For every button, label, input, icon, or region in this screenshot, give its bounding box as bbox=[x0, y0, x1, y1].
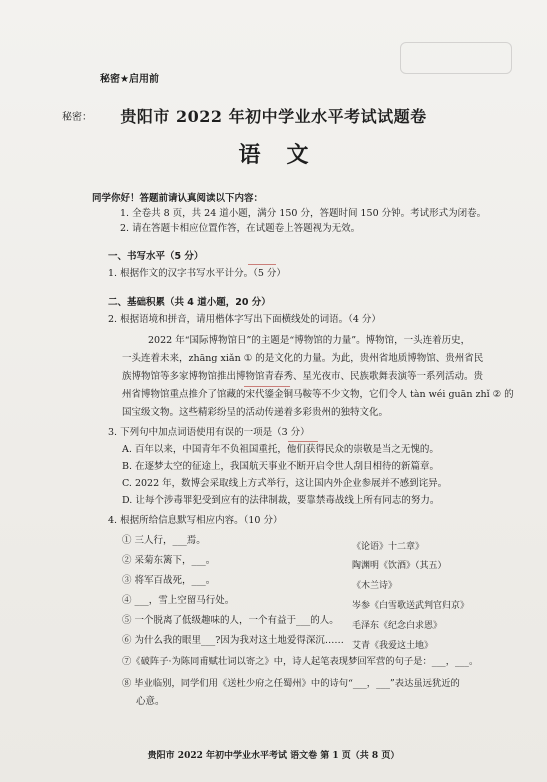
passage-line-1: 2022 年“国际博物馆日”的主题是“博物馆的力量”。博物馆，一头连着历史， bbox=[148, 335, 471, 346]
notice-item-1: 1. 全卷共 8 页，共 24 道小题，满分 150 分，答题时间 150 分钟。考试形式为闭卷。 bbox=[120, 208, 487, 219]
secret-label-left: 秘密： bbox=[62, 112, 92, 123]
notice-item-2: 2. 请在答题卡相应位置作答，在试题卷上答题视为无效。 bbox=[120, 223, 361, 234]
recite-item-8-cont: 心意。 bbox=[136, 696, 165, 707]
recite-item-1: ① 三人行，___焉。 bbox=[122, 535, 206, 546]
secret-label-top: 秘密★启用前 bbox=[100, 74, 159, 85]
section-1-heading: 一、书写水平（5 分） bbox=[108, 251, 204, 262]
passage-line-2: 一头连着未来，zhāng xiǎn ① 的是文化的力量。为此，贵州省地质博物馆、贵州省民 bbox=[122, 353, 484, 364]
option-a: A. 百年以来，中国青年不负祖国重托，他们获得民众的崇敬是当之无愧的。 bbox=[122, 444, 439, 455]
exam-title: 贵阳市 2022 年初中学业水平考试试题卷 bbox=[120, 107, 427, 126]
passage-line-5: 国宝级文物。这些精彩纷呈的活动传递着多彩贵州的独特文化。 bbox=[122, 407, 389, 418]
recite-item-2: ② 采菊东篱下，___。 bbox=[122, 555, 216, 566]
question-1: 1. 根据作文的汉字书写水平计分。（5 分） bbox=[108, 268, 286, 279]
question-3: 3. 下列句中加点词语使用有误的一项是（3 分） bbox=[108, 427, 310, 438]
recite-item-7: ⑦《破阵子·为陈同甫赋壮词以寄之》中，诗人起笔表现梦回军营的句子是：___，___。 bbox=[122, 656, 479, 667]
passage-line-4: 州省博物馆重点推介了馆藏的宋代鎏金铜马鞍等不少文物，它们令人 tàn wéi guān zhǐ ② 的 bbox=[122, 389, 514, 400]
subject-title: 语文 bbox=[238, 142, 335, 168]
source-1: 《论语》十二章》 bbox=[352, 542, 425, 552]
recite-item-3: ③ 将军百战死，___。 bbox=[122, 575, 216, 586]
recite-item-4: ④ ___，雪上空留马行处。 bbox=[122, 595, 235, 606]
pen-underline bbox=[248, 264, 276, 265]
source-4: 岑参《白雪歌送武判官归京》 bbox=[352, 601, 470, 611]
notice-intro: 同学你好！答题前请认真阅读以下内容： bbox=[92, 193, 264, 204]
pen-underline bbox=[288, 441, 318, 442]
question-2: 2. 根据语境和拼音，请用楷体字写出下面横线处的词语。（4 分） bbox=[108, 314, 381, 325]
option-c: C. 2022 年，数博会采取线上方式举行，这让国内外企业参展并不感到诧异。 bbox=[122, 478, 448, 489]
page-footer: 贵阳市 2022 年初中学业水平考试 语文卷 第 1 页（共 8 页） bbox=[147, 751, 400, 761]
pen-underline bbox=[244, 386, 290, 387]
source-2: 陶渊明《饮酒》（其五） bbox=[352, 561, 447, 571]
source-6: 艾青《我爱这土地》 bbox=[352, 641, 434, 651]
source-5: 毛泽东《纪念白求恩》 bbox=[352, 621, 443, 631]
recite-item-5: ⑤ 一个脱离了低级趣味的人，一个有益于___的人。 bbox=[122, 615, 339, 626]
scan-smudge bbox=[400, 42, 512, 74]
question-4: 4. 根据所给信息默写相应内容。（10 分） bbox=[108, 515, 283, 526]
option-b: B. 在逐梦太空的征途上，我国航天事业不断开启令世人刮目相待的新篇章。 bbox=[122, 461, 440, 472]
recite-item-8: ⑧ 毕业临别，同学们用《送杜少府之任蜀州》中的诗句“___，___”表达虽远犹近的 bbox=[122, 678, 460, 689]
source-3: 《木兰诗》 bbox=[352, 581, 398, 591]
passage-line-3: 族博物馆等多家博物馆推出博物馆青春秀、星光夜市、民族歌舞表演等一系列活动。贵 bbox=[122, 371, 484, 382]
section-2-heading: 二、基础积累（共 4 道小题，20 分） bbox=[108, 297, 271, 308]
option-d: D. 让每个涉毒罪犯受到应有的法律制裁，要靠禁毒战线上所有同志的努力。 bbox=[122, 495, 440, 506]
recite-item-6: ⑥ 为什么我的眼里___?因为我对这土地爱得深沉…… bbox=[122, 635, 344, 646]
